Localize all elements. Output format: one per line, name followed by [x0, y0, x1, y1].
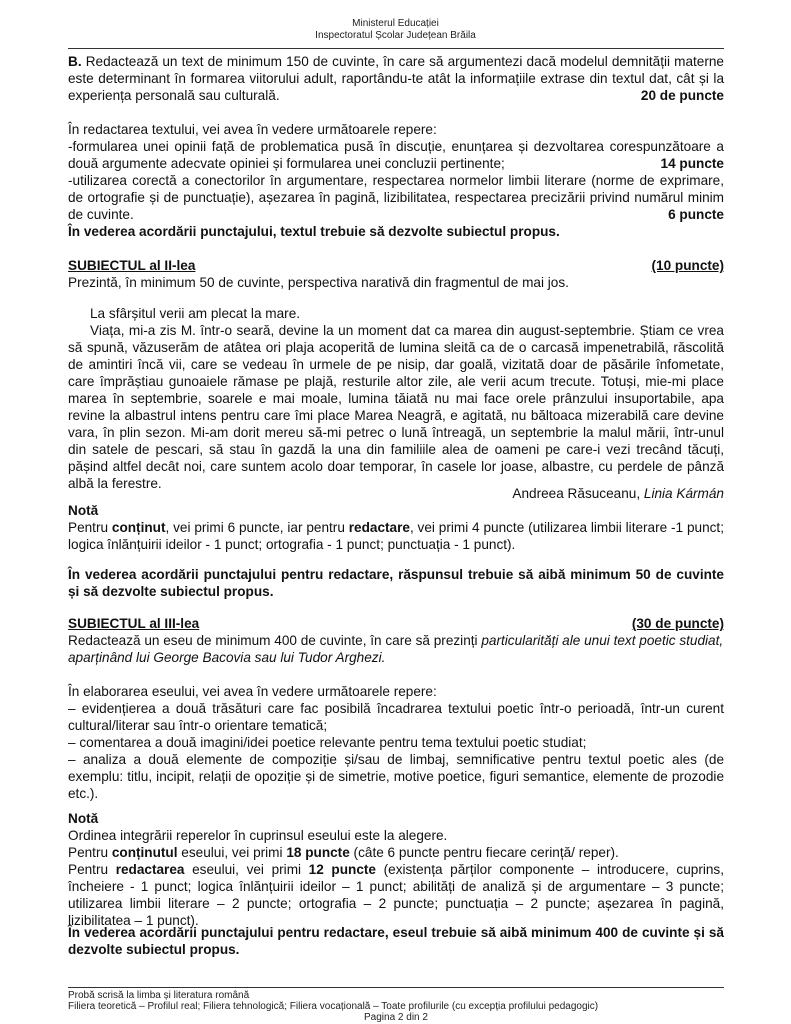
subject-2-note: Pentru conținut, vei primi 6 puncte, iar pentru redactare, vei primi 4 puncte (utilizarea limbii literare -1 punct; logica înlănțuirii ideilor - 1 punct; ortografia - 1 punct; punctuația - 1 punct).: [68, 520, 724, 552]
subject-2-points: (10 puncte): [651, 258, 724, 273]
subject-2-final-note: În vederea acordării punctajului pentru redactare, răspunsul trebuie să aibă minimum 50 de cuvinte și să dezvolte subiectul propus.: [68, 567, 724, 599]
subject-3-note-1: Ordinea integrării reperelor în cuprinsul eseului este la alegere.: [68, 828, 448, 843]
footer-divider: [68, 987, 724, 988]
part-b-item-2: -utilizarea corectă a conectorilor în argumentare, respectarea normelor limbii literare (norme de exprimare, de ortografie și de punctuație), așezarea în pagină, lizibilitatea, respectarea precizării privind numărul minim de cuvinte.: [68, 173, 724, 222]
part-b-text: Redactează un text de minimum 150 de cuvinte, în care să argumentezi dacă modelul demnității materne este determinant în formarea viitorului adult, raportându-te atât la informațiile extrase din textul dat, cât și la experiența personală sau culturală.: [68, 54, 724, 103]
subject-3-final-note: În vederea acordării punctajului pentru redactare, eseul trebuie să aibă minimum 400 de cuvinte și să dezvolte subiectul propus.: [68, 925, 724, 957]
subject-3-note-3: Pentru redactarea eseului, vei primi 12 puncte (existența părților componente – introducere, cuprins, încheiere - 1 punct; logica înlănțuirii ideilor – 1 punct; abilități de analiză și de argumentare – 3 puncte; utilizarea limbii literare – 2 puncte; ortografia – 2 puncte; punctuația – 2 puncte; așezarea în pagină, lizibilitatea – 1 punct).: [68, 862, 724, 928]
subject-2-heading: [68, 257, 724, 274]
subject-3-item-3: – analiza a două elemente de compoziție și/sau de limbaj, semnificative pentru textul poetic ales (de exemplu: titlu, incipit, relații de opoziție și de simetrie, motive poetice, figuri semantice, elemente de prozodie etc.).: [68, 752, 724, 801]
part-b-item-2-points: 6 puncte: [668, 207, 724, 222]
header-divider: [68, 48, 724, 49]
subject-3-intro: În elaborarea eseului, vei avea în vedere următoarele repere:: [68, 684, 437, 699]
header-ministry: Ministerul Educației: [352, 18, 439, 29]
part-b-note: În vederea acordării punctajului, textul trebuie să dezvolte subiectul propus.: [68, 224, 560, 239]
subject-3-heading: [68, 615, 724, 632]
excerpt-work: Linia Kármán: [643, 486, 724, 501]
subject-2-task: Prezintă, în minimum 50 de cuvinte, perspectiva narativă din fragmentul de mai jos.: [68, 275, 569, 290]
subject-3-note-2: Pentru conținutul eseului, vei primi 18 puncte (câte 6 puncte pentru fiecare cerință/ reper).: [68, 845, 619, 860]
footer-profiles: Filiera teoretică – Profilul real; Filiera tehnologică; Filiera vocațională – Toate profilurile (cu excepția profilului pedagogic): [68, 1001, 599, 1012]
part-b-intro: În redactarea textului, vei avea în vedere următoarele repere:: [68, 122, 437, 137]
subject-3-title: SUBIECTUL al III-lea: [68, 616, 200, 631]
header-inspectorate: Inspectoratul Școlar Județean Brăila: [315, 30, 476, 41]
part-b-item-1: -formularea unei opinii față de problematica pusă în discuție, enunțarea și dezvoltarea corespunzătoare a două argumente adecvate opiniei și formularea unei concluzii pertinente;: [68, 139, 724, 171]
footer-page-number: Pagina 2 din 2: [364, 1012, 428, 1023]
excerpt-source: [68, 485, 724, 502]
subject-2-note-title: Notă: [68, 503, 99, 518]
footer-exam: Probă scrisă la limba și literatura română: [68, 990, 250, 1001]
excerpt-author: Andreea Răsuceanu,: [512, 486, 644, 501]
subject-2-title: SUBIECTUL al II-lea: [68, 258, 196, 273]
part-b-label: B.: [68, 54, 82, 69]
subject-3-points: (30 de puncte): [631, 616, 724, 631]
part-b-points: 20 de puncte: [640, 88, 724, 103]
subject-3-task: Redactează un eseu de minimum 400 de cuvinte, în care să prezinți particularități ale unui text poetic studiat, aparținând lui George Bacovia sau lui Tudor Arghezi.: [68, 633, 724, 665]
subject-3-item-1: – evidențierea a două trăsături care fac posibilă încadrarea textului poetic într-o perioadă, într-un curent cultural/literar sau într-o orientare tematică;: [68, 701, 724, 733]
subject-3-item-2: – comentarea a două imagini/idei poetice relevante pentru tema textului poetic studiat;: [68, 735, 587, 750]
part-b-item-1-points: 14 puncte: [660, 156, 724, 171]
subject-3-note-title: Notă: [68, 811, 99, 826]
excerpt-para-2: Viața, mi-a zis M. într-o seară, devine la un moment dat ca marea din august-septembrie. Știam ce vrea să spună, văzuserăm de atâtea ori plaja acoperită de lumina sleită ca de o carcasă impenetrabilă, răscolită de amintiri încă vii, care se vedeau în urmele de pe nisip, dar goală, vizitată doar de păsările înfometate, care împrăștiau gunoaiele rămase pe plajă, resturile altor zile, ale verii acum trecute. Totuși, mie-mi place marea în septembrie, soarele e mai moale, lumina tăiată nu mai face orele prânzului insuportabile, apa revine la albastrul intens pentru care îmi place Marea Neagră, e agitată, nu băltoaca mizerabilă care devine vara, în plin sezon. Mi-am dorit mereu să-mi petrec o lună întreagă, un septembrie la malul mării, într-unul din satele de pescari, să stau în gazdă la una din familiile alea de oameni pe care-i vezi trecând tăcuți, pășind altfel decât noi, care suntem acolo doar temporar, în casele lor joase, albastre, cu perdele de pânză albă la ferestre.: [68, 323, 724, 491]
excerpt-para-1: La sfârșitul verii am plecat la mare.: [90, 306, 301, 321]
